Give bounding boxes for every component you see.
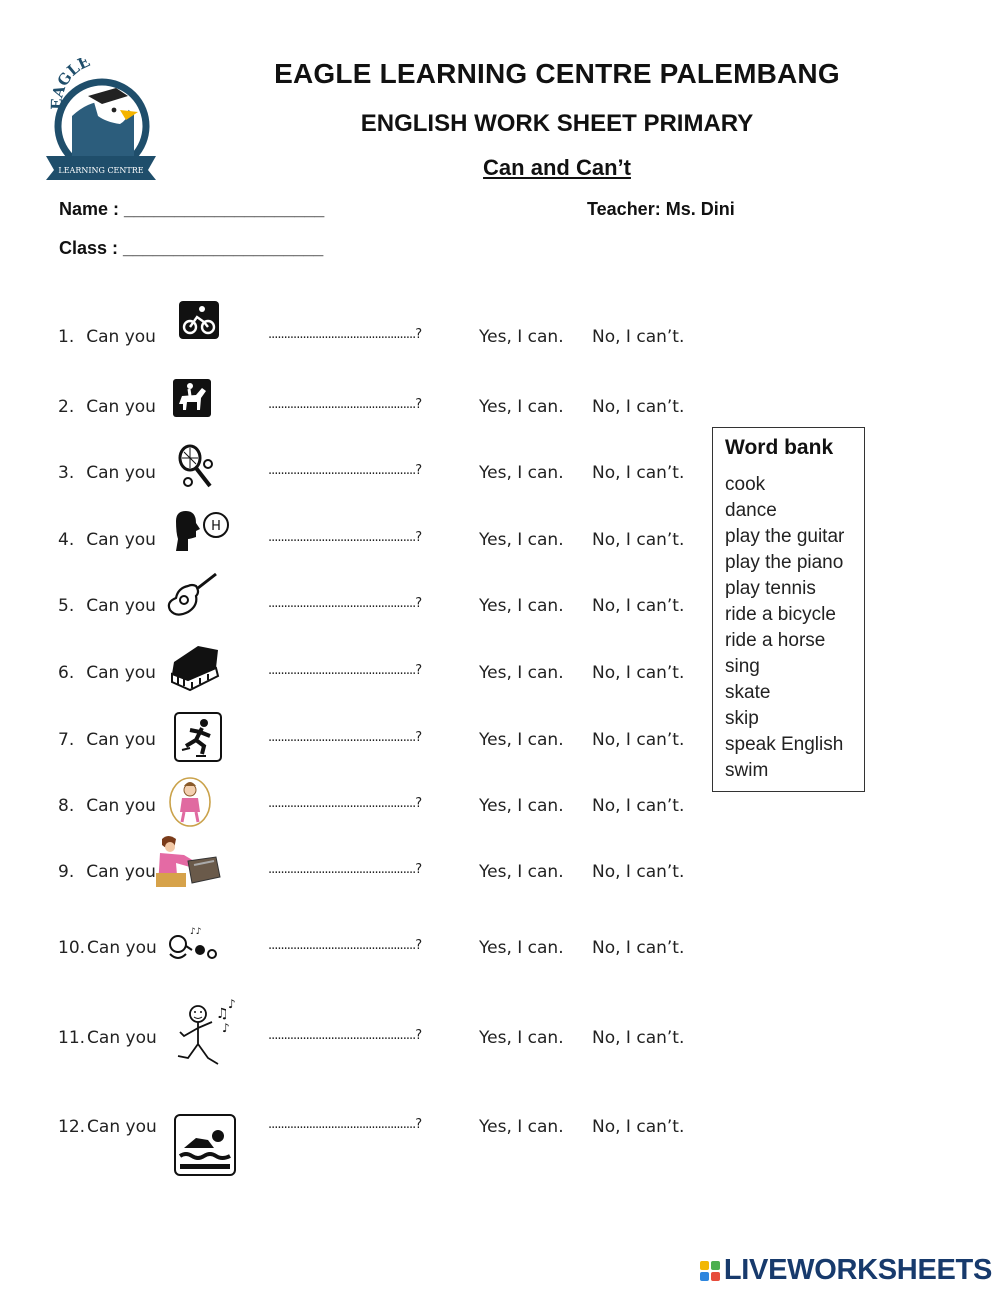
question-row (58, 530, 698, 560)
worksheet-title: ENGLISH WORK SHEET PRIMARY (360, 110, 754, 137)
word-bank-item: cook (725, 474, 766, 495)
question-prompt-text: Can you (86, 663, 156, 683)
question-row (58, 596, 698, 626)
word-bank-item: play the piano (725, 552, 844, 573)
question-prompt-text: Can you (86, 530, 156, 550)
bicycle-icon (178, 300, 220, 345)
question-prompt-text: Can you (87, 1117, 157, 1137)
question-row (58, 463, 698, 493)
word-bank-item: skate (725, 682, 771, 703)
question-number: 9. (58, 862, 75, 882)
question-number: 4. (58, 530, 75, 550)
no-option[interactable]: No, I can’t. (592, 530, 685, 550)
no-option[interactable]: No, I can’t. (592, 663, 685, 683)
answer-blank[interactable]: ...............................................? (268, 862, 422, 877)
yes-option[interactable]: Yes, I can. (479, 327, 564, 347)
horse-rider-icon (172, 378, 212, 423)
no-option[interactable]: No, I can’t. (592, 463, 685, 483)
question-row (58, 730, 698, 760)
question-prompt (58, 796, 156, 816)
question-row (58, 1028, 698, 1058)
yes-option[interactable]: Yes, I can. (479, 796, 564, 816)
answer-blank[interactable]: ...............................................? (268, 730, 422, 745)
word-bank (712, 427, 865, 792)
question-prompt-text: Can you (86, 796, 156, 816)
question-row (58, 327, 698, 357)
yes-option[interactable]: Yes, I can. (479, 1117, 564, 1137)
no-option[interactable]: No, I can’t. (592, 1028, 685, 1048)
guitar-icon (166, 572, 220, 623)
yes-option[interactable]: Yes, I can. (479, 596, 564, 616)
liveworksheets-brand[interactable] (700, 1254, 992, 1287)
answer-blank[interactable]: ...............................................? (268, 327, 422, 342)
swimmer-icon (174, 1114, 236, 1181)
question-number: 11. (58, 1028, 86, 1048)
question-prompt (58, 938, 157, 958)
singing-icon (160, 922, 224, 973)
question-prompt-text: Can you (86, 862, 156, 882)
answer-blank[interactable]: ...............................................? (268, 938, 422, 953)
question-prompt (58, 730, 156, 750)
question-number: 2. (58, 397, 75, 417)
yes-option[interactable]: Yes, I can. (479, 938, 564, 958)
word-bank-item: ride a bicycle (725, 604, 836, 625)
question-prompt (58, 463, 156, 483)
answer-blank[interactable]: ...............................................? (268, 796, 422, 811)
teacher-label: Teacher: Ms. Dini (587, 199, 735, 219)
question-row (58, 397, 698, 427)
skater-icon (174, 712, 222, 767)
word-bank-item: play tennis (725, 578, 816, 599)
no-option[interactable]: No, I can’t. (592, 1117, 685, 1137)
question-row (58, 796, 698, 826)
question-number: 6. (58, 663, 75, 683)
yes-option[interactable]: Yes, I can. (479, 730, 564, 750)
logo-text-bottom: LEARNING CENTRE (58, 166, 144, 175)
logo-text-top: EAGLE (47, 58, 93, 111)
speaking-head-icon (172, 507, 232, 558)
word-bank-item: skip (725, 708, 759, 729)
question-prompt (58, 663, 156, 683)
yes-option[interactable]: Yes, I can. (479, 663, 564, 683)
svg-text:♫: ♫ (216, 1006, 229, 1022)
question-prompt-text: Can you (87, 938, 157, 958)
yes-option[interactable]: Yes, I can. (479, 1028, 564, 1048)
word-bank-item: sing (725, 656, 760, 677)
brand-name: LIVEWORKSHEETS (723, 1254, 992, 1286)
answer-blank[interactable]: ...............................................? (268, 596, 422, 611)
liveworksheets-logo-icon (700, 1261, 720, 1281)
word-bank-item: ride a horse (725, 630, 826, 651)
word-bank-item: play the guitar (725, 526, 845, 547)
answer-blank[interactable]: ...............................................? (268, 1028, 422, 1043)
word-bank-list (725, 472, 864, 784)
question-prompt-text: Can you (86, 397, 156, 417)
word-bank-item: speak English (725, 734, 844, 755)
no-option[interactable]: No, I can’t. (592, 327, 685, 347)
svg-text:♪♪: ♪♪ (190, 927, 202, 937)
question-row (58, 1117, 698, 1147)
question-prompt-text: Can you (86, 463, 156, 483)
question-prompt-text: Can you (86, 327, 156, 347)
svg-text:♪: ♪ (222, 1021, 230, 1035)
word-bank-item: dance (725, 500, 777, 521)
no-option[interactable]: No, I can’t. (592, 938, 685, 958)
question-prompt-text: Can you (86, 596, 156, 616)
school-title: EAGLE LEARNING CENTRE PALEMBANG (274, 58, 840, 89)
name-field[interactable]: Name : ____________________ (59, 199, 325, 219)
question-number: 8. (58, 796, 75, 816)
no-option[interactable]: No, I can’t. (592, 596, 685, 616)
topic-title: Can and Can’t (483, 155, 631, 180)
no-option[interactable]: No, I can’t. (592, 862, 685, 882)
skipping-girl-icon (164, 772, 216, 833)
dancing-stickman-icon (170, 996, 246, 1079)
question-number: 12. (58, 1117, 86, 1137)
yes-option[interactable]: Yes, I can. (479, 463, 564, 483)
piano-icon (168, 642, 224, 699)
yes-option[interactable]: Yes, I can. (479, 397, 564, 417)
question-prompt-text: Can you (87, 1028, 157, 1048)
cooking-woman-icon (154, 833, 224, 894)
question-prompt (58, 530, 156, 550)
no-option[interactable]: No, I can’t. (592, 730, 685, 750)
question-number: 5. (58, 596, 75, 616)
question-row (58, 663, 698, 693)
question-number: 10. (58, 938, 86, 958)
question-row (58, 938, 698, 968)
answer-blank[interactable]: ...............................................? (268, 1117, 422, 1132)
tennis-racket-icon (176, 444, 220, 495)
answer-blank[interactable]: ...............................................? (268, 663, 422, 678)
question-prompt-text: Can you (86, 730, 156, 750)
no-option[interactable]: No, I can’t. (592, 397, 685, 417)
word-bank-title: Word bank (725, 436, 834, 459)
question-prompt (58, 596, 156, 616)
question-number: 7. (58, 730, 75, 750)
word-bank-item: swim (725, 760, 769, 781)
answer-blank[interactable]: ...............................................? (268, 397, 422, 412)
question-prompt (58, 327, 156, 347)
yes-option[interactable]: Yes, I can. (479, 530, 564, 550)
answer-blank[interactable]: ...............................................? (268, 463, 422, 478)
yes-option[interactable]: Yes, I can. (479, 862, 564, 882)
question-number: 1. (58, 327, 75, 347)
question-prompt (58, 1117, 157, 1137)
question-prompt (58, 1028, 157, 1048)
question-prompt (58, 862, 156, 882)
svg-text:H: H (211, 519, 221, 534)
class-field[interactable]: Class : ____________________ (59, 238, 324, 258)
svg-text:♪: ♪ (228, 997, 236, 1011)
answer-blank[interactable]: ...............................................? (268, 530, 422, 545)
no-option[interactable]: No, I can’t. (592, 796, 685, 816)
question-prompt (58, 397, 156, 417)
question-number: 3. (58, 463, 75, 483)
